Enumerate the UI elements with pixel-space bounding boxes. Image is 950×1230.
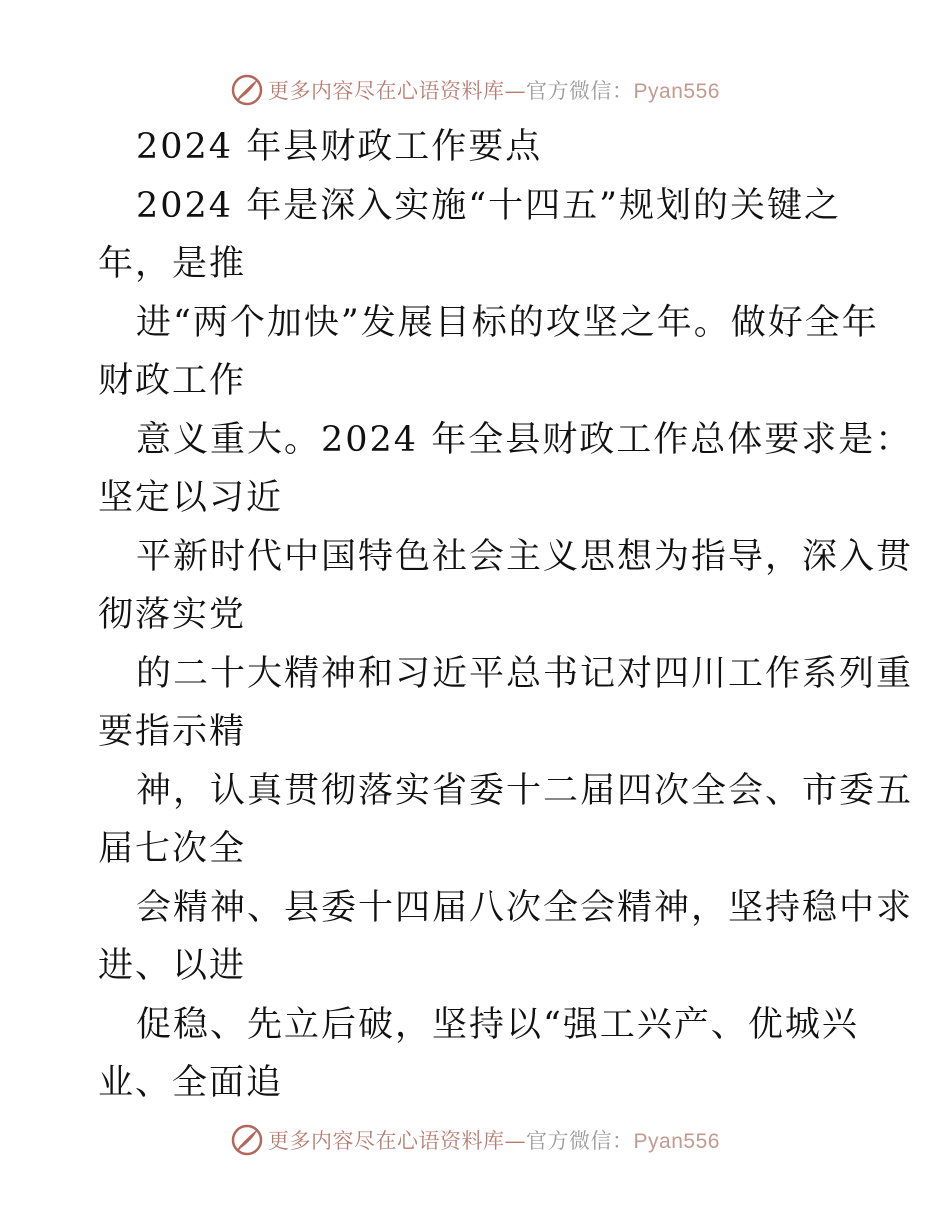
paragraph-line: 会精神、县委十四届八次全会精神，坚持稳中求 bbox=[136, 887, 914, 928]
feather-pen-seal-icon bbox=[230, 1123, 264, 1157]
watermark-wechat-label: 官方微信： bbox=[526, 79, 634, 103]
feather-pen-seal-icon bbox=[230, 73, 264, 107]
paragraph-line: 平新时代中国特色社会主义思想为指导，深入贯 bbox=[136, 536, 914, 577]
watermark-header bbox=[0, 70, 950, 110]
paragraph-line: 要指示精 bbox=[98, 712, 247, 752]
watermark-text bbox=[268, 75, 720, 105]
watermark-footer bbox=[0, 1120, 950, 1160]
paragraph-line: 进“两个加快”发展目标的攻坚之年。做好全年 bbox=[136, 302, 879, 343]
watermark-wechat-id: Pyan556 bbox=[633, 80, 720, 103]
paragraph-line: 神，认真贯彻落实省委十二届四次全会、市委五 bbox=[136, 770, 914, 811]
paragraph-line: 2024 年是深入实施“十四五”规划的关键之 bbox=[136, 185, 841, 226]
paragraph-line: 财政工作 bbox=[98, 361, 247, 401]
paragraph-line: 进、以进 bbox=[98, 946, 247, 986]
watermark-dash: — bbox=[504, 1129, 527, 1153]
watermark-dash: — bbox=[504, 79, 527, 103]
document-title: 2024 年县财政工作要点 bbox=[136, 127, 543, 167]
paragraph-line: 业、全面追 bbox=[98, 1063, 284, 1103]
paragraph-line: 彻落实党 bbox=[98, 595, 247, 635]
watermark-wechat-label: 官方微信： bbox=[526, 1129, 634, 1153]
paragraph-line: 坚定以习近 bbox=[98, 478, 284, 518]
paragraph-line: 意义重大。2024 年全县财政工作总体要求是： bbox=[136, 419, 913, 460]
paragraph-line: 促稳、先立后破，坚持以“强工兴产、优城兴 bbox=[136, 1004, 859, 1045]
document-body bbox=[98, 118, 914, 1113]
paragraph-line: 的二十大精神和习近平总书记对四川工作系列重 bbox=[136, 653, 914, 694]
watermark-main: 更多内容尽在心语资料库 bbox=[268, 79, 505, 103]
paragraph-line: 年，是推 bbox=[98, 244, 247, 284]
watermark-main: 更多内容尽在心语资料库 bbox=[268, 1129, 505, 1153]
watermark-wechat-id: Pyan556 bbox=[633, 1130, 720, 1153]
paragraph-line: 届七次全 bbox=[98, 829, 247, 869]
watermark-text bbox=[268, 1125, 720, 1155]
